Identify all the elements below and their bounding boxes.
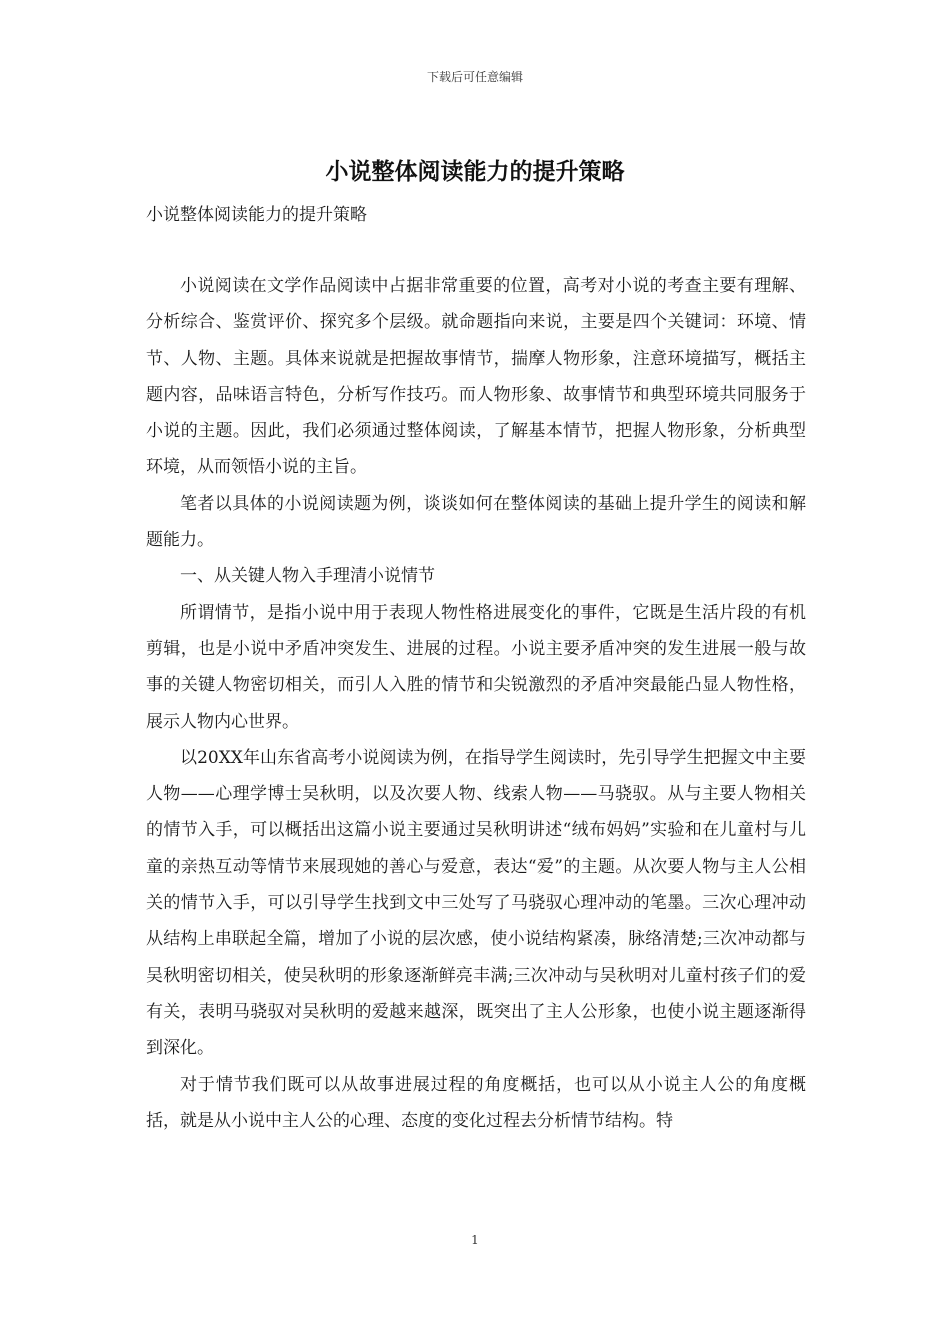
section-heading: 一、从关键人物入手理清小说情节 [180, 566, 435, 587]
document-title: 小说整体阅读能力的提升策略 [325, 158, 625, 185]
paragraph: 以20XX年山东省高考小说阅读为例，在指导学生阅读时，先引导学生把握文中主要人物——心理学博士吴秋明，以及次要人物、线索人物——马骁驭。从与主要人物相关的情节入手，可以概括出这篇小说主要通过吴秋明讲述“绒布妈妈”实验和在儿童村与儿童的亲热互动等情节来展现她的善心与爱意，表达“爱”的主题。从次要人物与主人公相关的情节入手，可以引导学生找到文中三处写了马骁驭心理冲动的笔墨。三次心理冲动从结构上串联起全篇，增加了小说的层次感，使小说结构紧凑，脉络清楚;三次冲动都与吴秋明密切相关，使吴秋明的形象逐渐鲜亮丰满;三次冲动与吴秋明对儿童村孩子们的爱有关，表明马骁驭对吴秋明的爱越来越深，既突出了主人公形象，也使小说主题逐渐得到深化。 [146, 747, 806, 1059]
paragraph: 对于情节我们既可以从故事进展过程的角度概括，也可以从小说主人公的角度概括，就是从小说中主人公的心理、态度的变化过程去分析情节结构。特 [146, 1074, 806, 1131]
document-subtitle: 小说整体阅读能力的提升策略 [146, 205, 367, 225]
paragraph: 笔者以具体的小说阅读题为例，谈谈如何在整体阅读的基础上提升学生的阅读和解题能力。 [146, 493, 806, 551]
paragraph: 小说阅读在文学作品阅读中占据非常重要的位置，高考对小说的考查主要有理解、分析综合、鉴赏评价、探究多个层级。就命题指向来说，主要是四个关键词：环境、情节、人物、主题。具体来说就是把握故事情节，揣摩人物形象，注意环境描写，概括主题内容，品味语言特色，分析写作技巧。而人物形象、故事情节和典型环境共同服务于小说的主题。因此，我们必须通过整体阅读，了解基本情节，把握人物形象，分析典型环境，从而领悟小说的主旨。 [146, 276, 806, 478]
page-number: 1 [471, 1233, 479, 1247]
paragraph: 所谓情节，是指小说中用于表现人物性格进展变化的事件，它既是生活片段的有机剪辑，也是小说中矛盾冲突发生、进展的过程。小说主要矛盾冲突的发生进展一般与故事的关键人物密切相关，而引人入胜的情节和尖锐激烈的矛盾冲突最能凸显人物性格，展示人物内心世界。 [146, 602, 806, 732]
document-body [146, 268, 806, 1139]
header-note: 下载后可任意编辑 [426, 70, 523, 84]
